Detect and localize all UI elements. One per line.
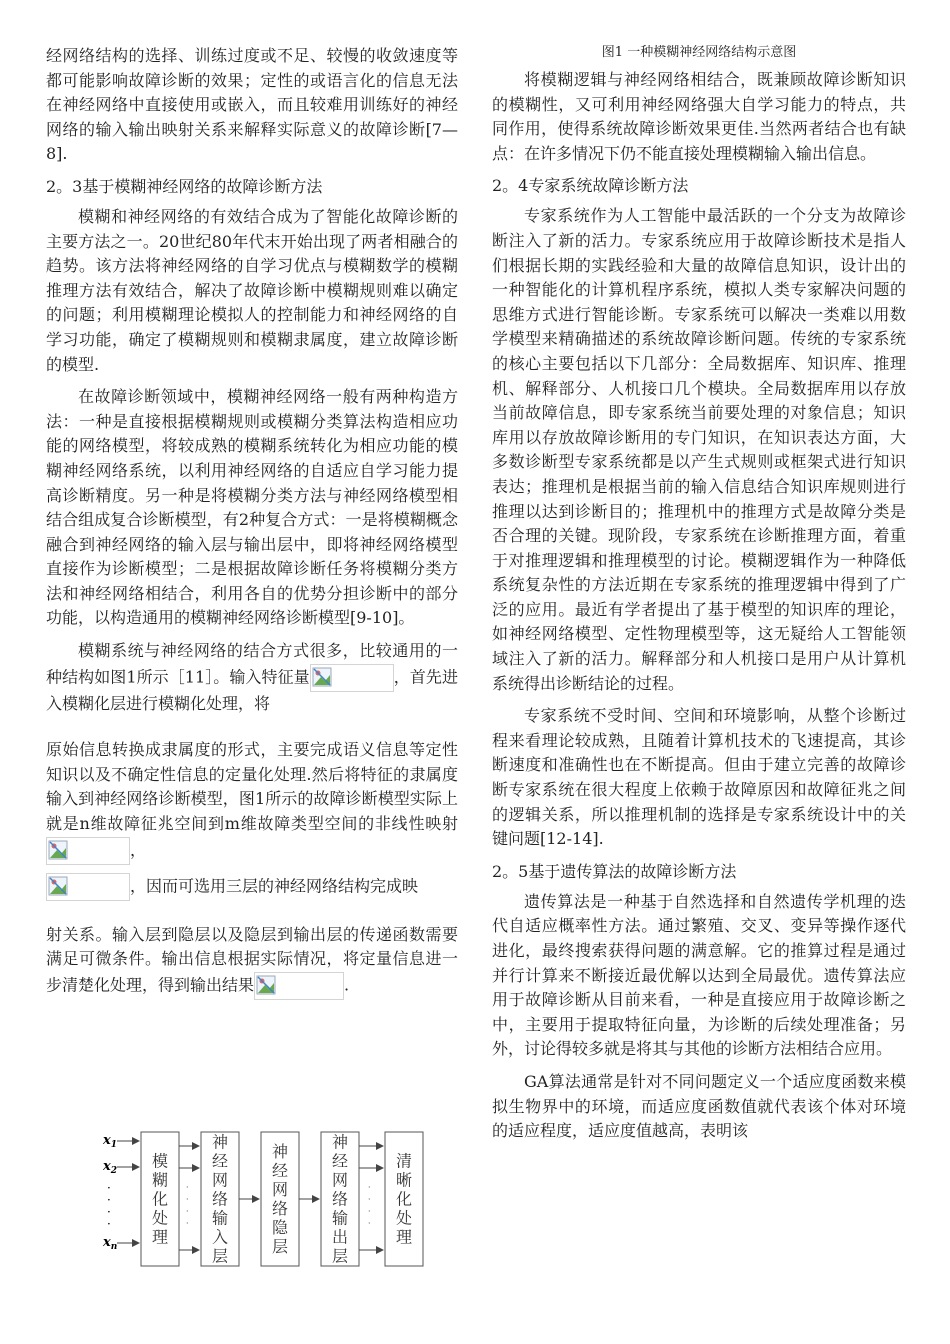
section-heading-2-3: 2。3基于模糊神经网络的故障诊断方法 (46, 176, 323, 196)
svg-text:·: · (107, 1217, 111, 1231)
left-paragraph-5-text-c: ，因而可选用三层的神经网络结构完成映 (130, 876, 419, 896)
left-paragraph-4 (46, 639, 458, 716)
broken-image-icon (46, 873, 130, 901)
left-paragraph-3: 在故障诊断领域中，模糊神经网络一般有两种构造方法：一种是直接根据模糊规则或模糊分类算法构造相应功能的网络模型，将较成熟的模糊系统转化为相应功能的模糊神经网络系统，以利用神经网络的自适应自学习能力提高诊断精度。另一种是将模糊分类方法与神经网络模型相结合组成复合诊断模型，有2种复合方式：一是将模糊概念融合到神经网络的输入层与输出层中，即将神经网络模型直接作为诊断模型；二是根据故障诊断任务将模糊分类方法和神经网络相结合，利用各自的优势分担诊断中的部分功能，以构造通用的模糊神经网络诊断模型[9-10]。 (46, 387, 458, 628)
right-paragraph-1: 将模糊逻辑与神经网络相结合，既兼顾故障诊断知识的模糊性，又可利用神经网络强大自学习能力的特点，共同作用，使得系统故障诊断效果更佳.当然两者结合也有缺点：在许多情况下仍不能直接处理模糊输入输出信息。 (492, 70, 906, 163)
fuzzy-neural-network-diagram (95, 1112, 435, 1282)
left-paragraph-5 (46, 738, 458, 864)
input-labels (102, 1133, 117, 1252)
box-label-fuzzify: 模糊化处理 (151, 1151, 169, 1247)
svg-text:·: · (107, 1205, 111, 1219)
svg-text:·: · (186, 1207, 189, 1216)
box-label-input-layer: 神经网络输入层 (211, 1132, 229, 1266)
left-paragraph-5-text-a: 原始信息转换成隶属度的形式，主要完成语义信息等定性知识以及不确定性信息的定量化处理.然后将特征的隶属度输入到神经网络诊断模型，图1所示的故障诊断模型实际上就是n维故障征兆空间到m维故障类型空间的非线性映射 (46, 740, 458, 834)
svg-text:·: · (368, 1183, 371, 1192)
svg-text:·: · (186, 1195, 189, 1204)
input-label-x1: $x_1$ (103, 1133, 118, 1150)
input-ellipsis: · (107, 1181, 111, 1195)
box-label-output-layer: 神经网络输出层 (331, 1132, 349, 1266)
left-paragraph-1: 经网络结构的选择、训练过度或不足、较慢的收敛速度等都可能影响故障诊断的效果；定性的或语言化的信息无法在神经网络中直接使用或嵌入，而且较难用训练好的神经网络的输入输出映射关系来解释实际意义的故障诊断[7—8]. (46, 46, 458, 164)
svg-text:·: · (107, 1193, 111, 1207)
left-paragraph-6 (46, 923, 458, 1000)
left-paragraph-2: 模糊和神经网络的有效结合成为了智能化故障诊断的主要方法之一。20世纪80年代末开始出现了两者相融合的趋势。该方法将神经网络的自学习优点与模糊数学的模糊推理方法有效结合，解决了故障诊断中模糊规则难以确定的问题；利用模糊理论模拟人的控制能力和神经网络的自学习功能，确定了模糊规则和模糊隶属度，建立故障诊断的模型. (46, 206, 458, 374)
box-label-defuzzify: 清晰化处理 (395, 1151, 413, 1247)
right-paragraph-3: 专家系统不受时间、空间和环境影响，从整个诊断过程来看理论较成熟，且随着计算机技术的飞速提高，其诊断速度和准确性也在不断提高。但由于建立完善的故障诊断专家系统在很大程度上依赖于故障原因和故障征兆之间的逻辑关系，所以推理机制的选择是专家系统设计中的关键问题[12-14]. (492, 706, 906, 849)
left-column (46, 44, 458, 1008)
right-paragraph-2: 专家系统作为人工智能中最活跃的一个分支为故障诊断注入了新的活力。专家系统应用于故障诊断技术是指人们根据长期的实践经验和大量的故障信息知识，设计出的一种智能化的计算机程序系统，模拟人类专家解决问题的思维方式进行智能诊断。专家系统可以解决一类难以用数学模型来精确描述的系统故障诊断问题。传统的专家系统的核心主要包括以下几部分：全局数据库、知识库、推理机、解释部分、人机接口几个模块。全局数据库用以存放当前故障信息，即专家系统当前要处理的对象信息；知识库用以存放故障诊断用的专门知识，在知识表达方面，大多数诊断型专家系统都是以产生式规则或框架式进行知识表达；推理机是根据当前的输入信息结合知识库规则进行推理以达到诊断目的；推理机中的推理方式是故障分类是否合理的关键。现阶段，专家系统在诊断推理方面，着重于对推理逻辑和推理模型的讨论。模糊逻辑作为一种降低系统复杂性的方法近期在专家系统的推理逻辑中得到了广泛的应用。最近有学者提出了基于模型的知识库的理论，如神经网络模型、定性物理模型等，这无疑给人工智能领域注入了新的活力。解释部分和人机接口是用户从计算机系统得出诊断结论的过程。 (492, 206, 906, 693)
left-paragraph-6-text-a: 射关系。输入层到隐层以及隐层到输出层的传递函数需要满足可微条件。输出信息根据实际情况，将定量信息进一步清楚化处理，得到输出结果 (46, 924, 458, 995)
input-label-x2: $x_2$ (103, 1159, 118, 1176)
svg-text:·: · (368, 1219, 371, 1228)
left-paragraph-4-text-b: ，首先进入模糊化层进行模糊化处理，将 (46, 667, 458, 713)
right-column (492, 44, 906, 1152)
broken-image-icon (46, 837, 130, 865)
broken-image-icon (254, 972, 344, 1000)
left-paragraph-4-text-a: 模糊系统与神经网络的结合方式很多，比较通用的一种结构如图1所示［11］。输入特征量 (46, 641, 458, 687)
broken-image-icon (310, 664, 394, 692)
input-label-xn: $x_n$ (103, 1235, 118, 1252)
svg-text:·: · (368, 1195, 371, 1204)
svg-text:·: · (186, 1183, 189, 1192)
right-paragraph-4: 遗传算法是一种基于自然选择和自然遗传学机理的迭代自适应概率性方法。通过繁殖、交叉、变异等操作逐代进化，最终搜索获得问题的满意解。它的推算过程是通过并行计算来不断接近最优解以达到全局最优。遗传算法应用于故障诊断从目前来看，一种是直接应用于故障诊断之中，主要用于提取特征向量，为诊断的后续处理准备；另外，讨论得较多就是将其与其他的诊断方法相结合应用。 (492, 891, 906, 1059)
section-heading-2-5: 2。5基于遗传算法的故障诊断方法 (492, 861, 737, 881)
svg-text:·: · (186, 1219, 189, 1228)
figure-caption: 图1 一种模糊神经网络结构示意图 (601, 45, 797, 60)
section-heading-2-4: 2。4专家系统故障诊断方法 (492, 176, 689, 196)
right-paragraph-5: GA算法通常是针对不同问题定义一个适应度函数来模拟生物界中的环境，而适应度函数值就代表该个体对环境的适应程度，适应度值越高，表明该 (492, 1071, 906, 1141)
left-paragraph-5-text-b: ， (130, 840, 147, 860)
left-paragraph-6-text-b: . (344, 975, 350, 995)
svg-text:·: · (368, 1207, 371, 1216)
left-paragraph-5c (46, 873, 458, 901)
box-label-hidden-layer: 神经网络隐层 (271, 1142, 289, 1256)
